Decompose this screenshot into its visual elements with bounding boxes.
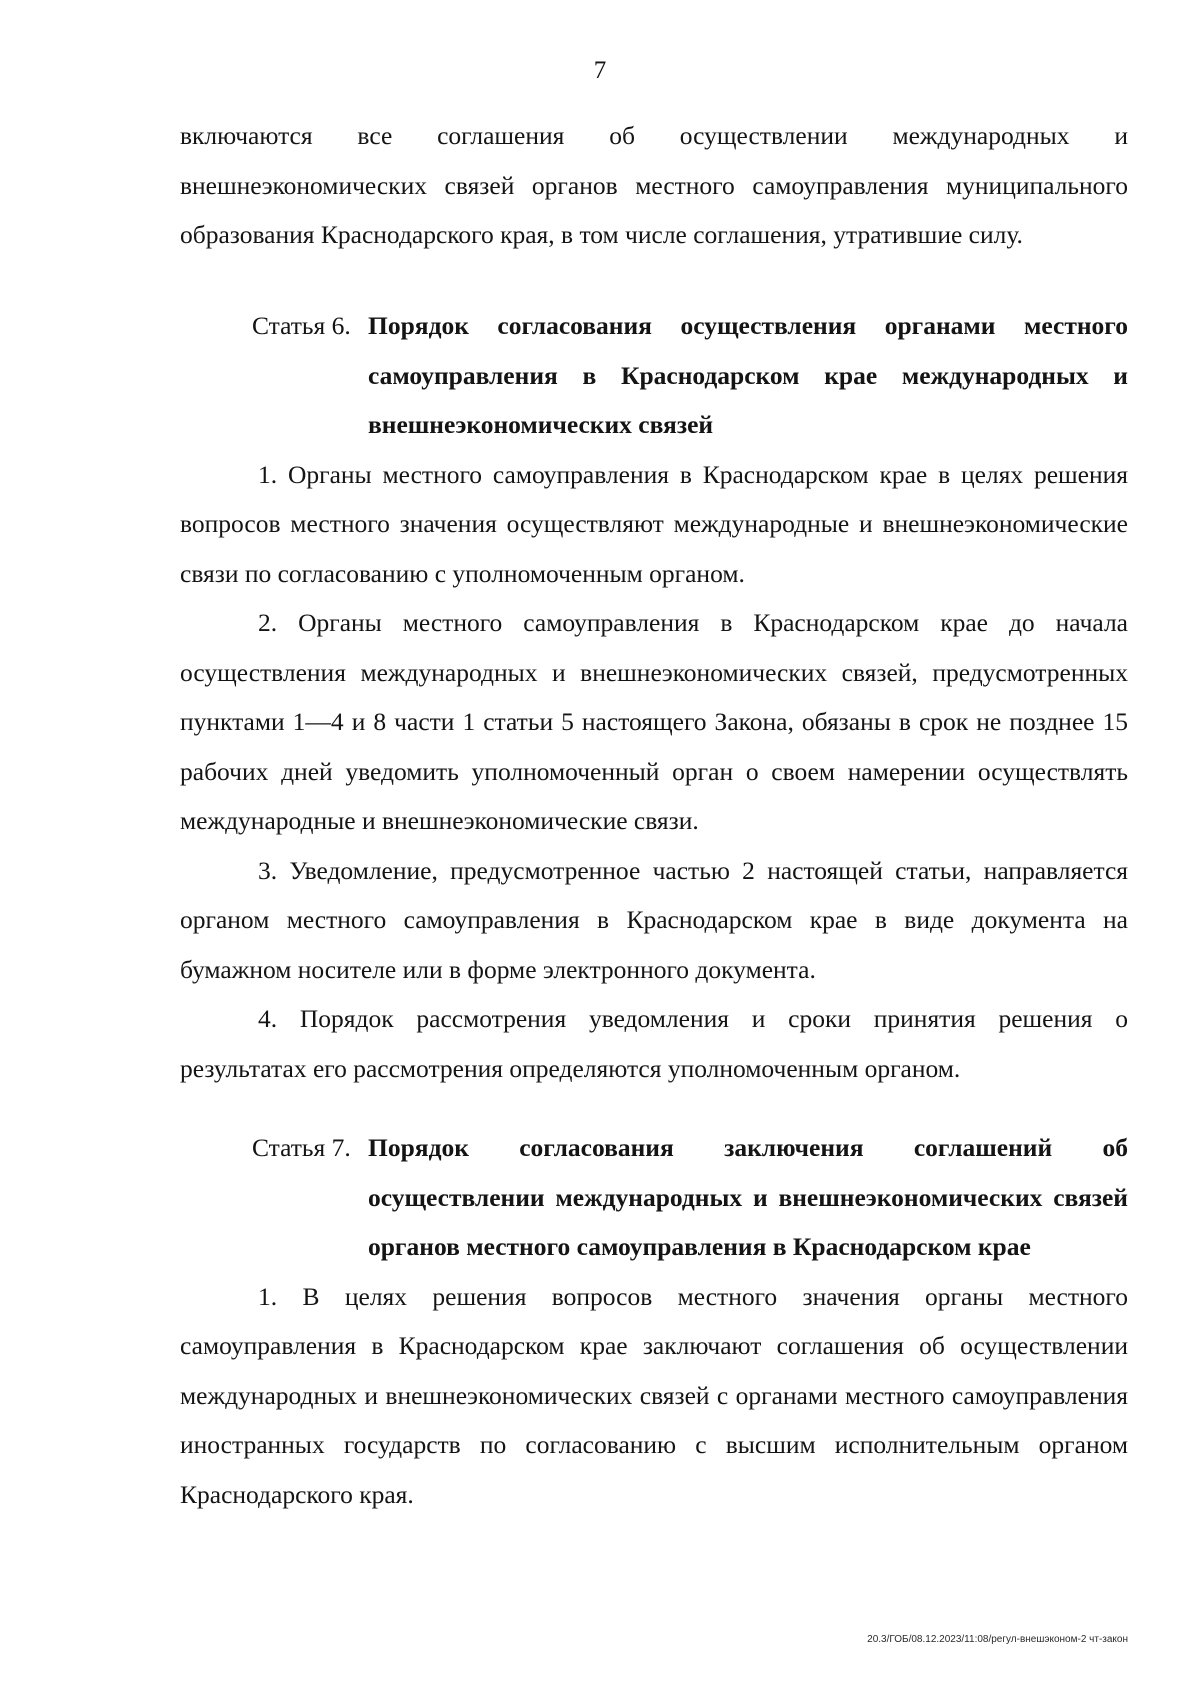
article-6-body (180, 450, 1128, 1094)
article-7-body (180, 1272, 1128, 1520)
article-7-number: Статья 7. (252, 1133, 351, 1162)
article-6-paragraph-2: 2. Органы местного самоуправления в Краснодарском крае до начала осуществления международных и внешнеэкономических связей, предусмотренных пунктами 1—4 и 8 части 1 статьи 5 настоящего Закона, обязаны в срок не позднее 15 рабочих дней уведомить уполномоченный орган о своем намерении осуществлять международные и внешнеэкономические связи. (180, 608, 1128, 835)
article-6-heading (180, 301, 1128, 450)
article-6-paragraph-4: 4. Порядок рассмотрения уведомления и сроки принятия решения о результатах его рассмотрения определяются уполномоченным органом. (180, 1004, 1128, 1083)
document-footer-code: 20.3/ГОБ/08.12.2023/11:08/регул-внешэконом-2 чт-закон (867, 1634, 1128, 1645)
continuation-paragraph: включаются все соглашения об осуществлении международных и внешнеэкономических связей органов местного самоуправления муниципального образования Краснодарского края, в том числе соглашения, утратившие силу. (180, 121, 1128, 249)
article-6-paragraph-3: 3. Уведомление, предусмотренное частью 2 настоящей статьи, направляется органом местного самоуправления в Краснодарском крае в виде документа на бумажном носителе или в форме электронного документа. (180, 855, 1128, 984)
article-6-title: Порядок согласования осуществления органами местного самоуправления в Краснодарском крае международных и внешнеэкономических связей (368, 311, 1128, 439)
article-7-title: Порядок согласования заключения соглашений об осуществлении международных и внешнеэкономических связей органов местного самоуправления в Краснодарском крае (368, 1133, 1128, 1261)
continuation-paragraph-block (180, 111, 1128, 260)
article-7 (180, 1123, 1128, 1519)
article-6-paragraph-1: 1. Органы местного самоуправления в Краснодарском крае в целях решения вопросов местного значения осуществляют международные и внешнеэкономические связи по согласованию с уполномоченным органом. (180, 459, 1128, 588)
article-7-paragraph-1: 1. В целях решения вопросов местного значения органы местного самоуправления в Краснодарском крае заключают соглашения об осуществлении международных и внешнеэкономических связей с органами местного самоуправления иностранных государств по согласованию с высшим исполнительным органом Краснодарского края. (180, 1281, 1128, 1509)
article-7-heading (180, 1123, 1128, 1272)
page-number: 7 (593, 57, 607, 84)
article-6-number: Статья 6. (252, 311, 351, 340)
article-6 (180, 301, 1128, 1093)
